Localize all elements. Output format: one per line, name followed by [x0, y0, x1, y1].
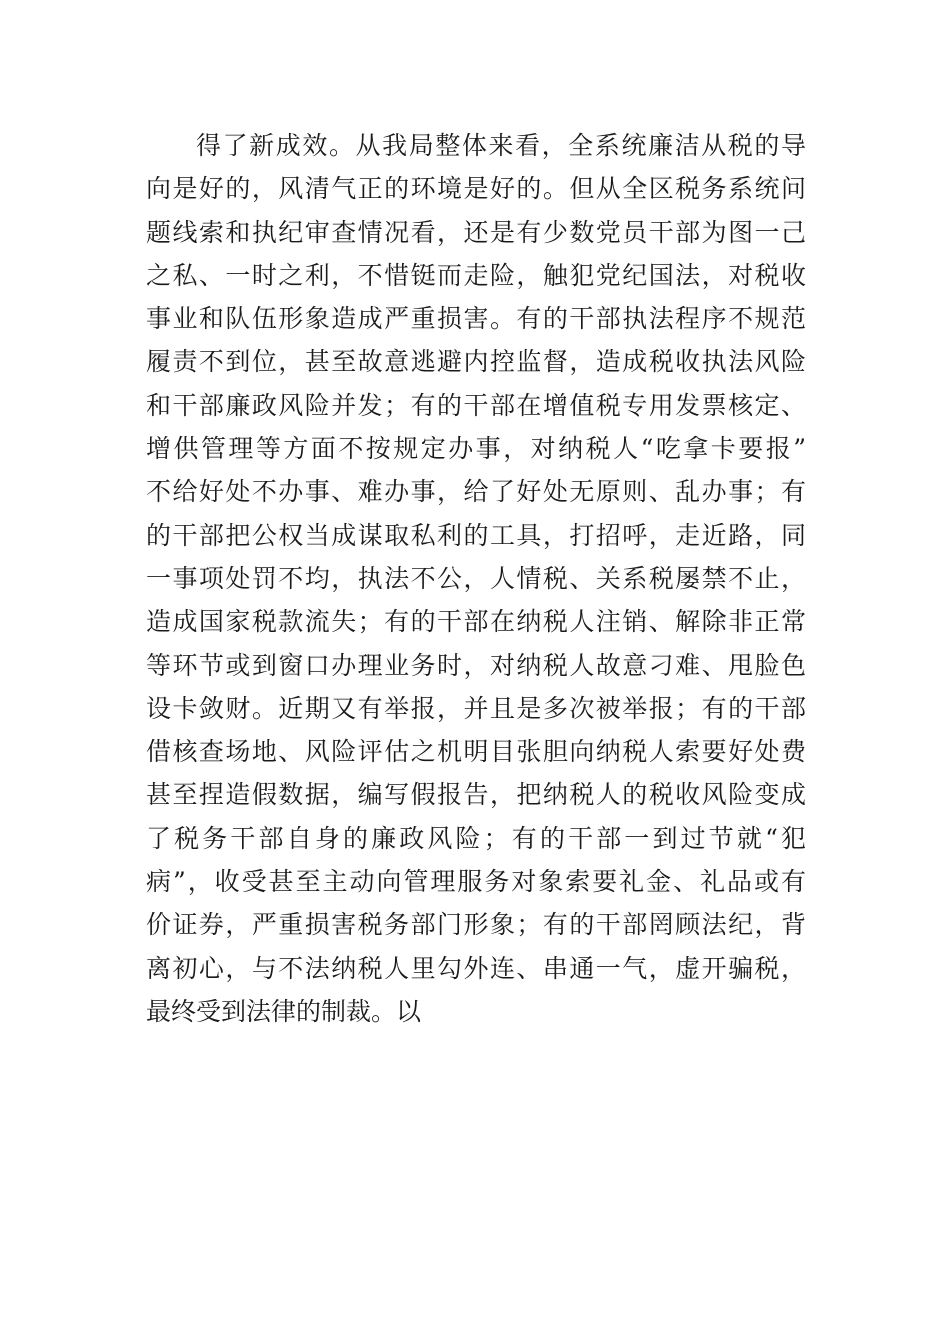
text-line: 题线索和执纪审查情况看，还是有少数党员干部为图一己 [146, 217, 806, 247]
text-line: 不给好处不办事、难办事，给了好处无原则、乱办事；有 [146, 477, 806, 507]
text-line: 之私、一时之利，不惜铤而走险，触犯党纪国法，对税收 [146, 260, 806, 290]
text-line: 设卡敛财。近期又有举报，并且是多次被举报；有的干部 [146, 693, 806, 723]
text-line: 离初心，与不法纳税人里勾外连、串通一气，虚开骗税， [146, 953, 806, 983]
text-line: 向是好的，风清气正的环境是好的。但从全区税务系统问 [146, 174, 806, 204]
text-line: 得了新成效。从我局整体来看，全系统廉洁从税的导 [196, 131, 806, 160]
text-line: 事业和队伍形象造成严重损害。有的干部执法程序不规范 [146, 304, 806, 334]
text-line: 等环节或到窗口办理业务时，对纳税人故意刁难、甩脸色 [146, 650, 806, 680]
text-line: 履责不到位，甚至故意逃避内控监督，造成税收执法风险 [146, 347, 806, 377]
text-line: 了税务干部自身的廉政风险；有的干部一到过节就“犯 [146, 823, 806, 853]
body-paragraph [146, 124, 806, 1033]
text-line: 病”，收受甚至主动向管理服务对象索要礼金、礼品或有 [146, 867, 806, 897]
text-line: 的干部把公权当成谋取私利的工具，打招呼，走近路，同 [146, 520, 806, 550]
text-line: 借核查场地、风险评估之机明目张胆向纳税人索要好处费 [146, 737, 806, 767]
text-line: 造成国家税款流失；有的干部在纳税人注销、解除非正常 [146, 607, 806, 637]
text-line: 价证券，严重损害税务部门形象；有的干部罔顾法纪，背 [146, 910, 806, 940]
text-line: 一事项处罚不均，执法不公，人情税、关系税屡禁不止， [146, 563, 806, 593]
text-line: 增供管理等方面不按规定办事，对纳税人“吃拿卡要报” [146, 434, 806, 464]
text-line: 和干部廉政风险并发；有的干部在增值税专用发票核定、 [146, 390, 806, 420]
text-line: 甚至捏造假数据，编写假报告，把纳税人的税收风险变成 [146, 780, 806, 810]
text-line: 最终受到法律的制裁。以 [146, 996, 422, 1026]
